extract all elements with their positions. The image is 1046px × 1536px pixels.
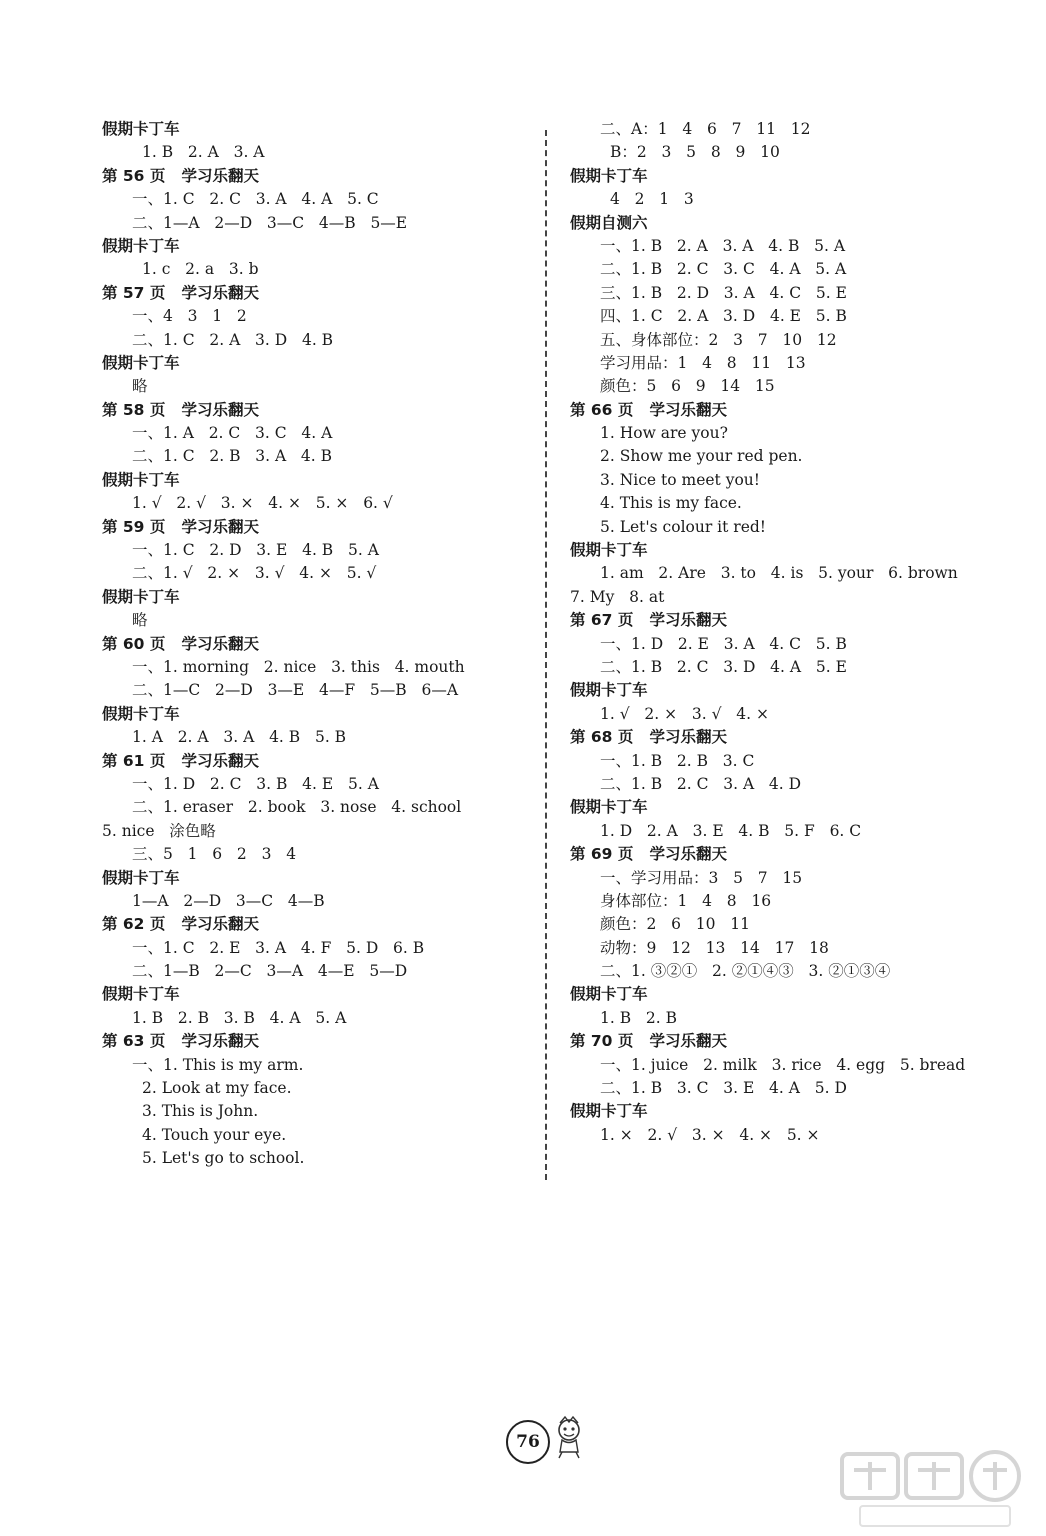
answer-line: 一、学习用品：3 5 7 15 <box>600 868 803 887</box>
answer-line: 一、1. D 2. E 3. A 4. C 5. B <box>600 634 847 653</box>
answer-line: 1—A 2—D 3—C 4—B <box>132 891 325 910</box>
section-heading: 假期卡丁车 <box>570 681 648 700</box>
answer-line: 一、1. B 2. B 3. C <box>600 751 755 770</box>
answer-line: 二、1—A 2—D 3—C 4—B 5—E <box>132 213 408 232</box>
answer-line: 5. Let's go to school. <box>142 1149 305 1168</box>
answer-line: 1. B 2. B 3. B 4. A 5. A <box>132 1008 347 1027</box>
answer-line: 1. A 2. A 3. A 4. B 5. B <box>132 728 347 747</box>
answer-line: 7. My 8. at <box>570 587 665 606</box>
answer-line: 1. am 2. Are 3. to 4. is 5. your 6. brown <box>600 564 958 583</box>
answer-line: 4. Touch your eye. <box>142 1125 287 1144</box>
answer-line: 4 2 1 3 <box>610 190 694 209</box>
section-heading: 第 67 页 学习乐翻天 <box>570 611 728 630</box>
section-heading: 假期卡丁车 <box>102 470 180 489</box>
answer-line: 动物：9 12 13 14 17 18 <box>600 938 829 957</box>
section-heading: 假期卡丁车 <box>570 985 648 1004</box>
answer-line: 一、1. A 2. C 3. C 4. A <box>132 424 333 443</box>
answer-line: B：2 3 5 8 9 10 <box>610 143 780 162</box>
answer-line: 二、1—C 2—D 3—E 4—F 5—B 6—A <box>132 681 459 700</box>
answer-line: 2. Look at my face. <box>142 1079 292 1098</box>
answer-line: 3. This is John. <box>142 1102 259 1121</box>
section-heading: 第 68 页 学习乐翻天 <box>570 728 728 747</box>
answer-line: 1. How are you? <box>600 424 728 443</box>
answer-line: 5. nice 涂色略 <box>102 821 216 840</box>
answer-line: 颜色：2 6 10 11 <box>600 915 751 934</box>
answer-line: 三、1. B 2. D 3. A 4. C 5. E <box>600 283 847 302</box>
answer-line: 二、1. B 2. C 3. C 4. A 5. A <box>600 260 847 279</box>
section-heading: 第 61 页 学习乐翻天 <box>102 751 260 770</box>
cartoon-mascot-icon <box>552 1414 586 1460</box>
answer-line: 二、1. √ 2. × 3. √ 4. × 5. √ <box>132 564 377 583</box>
section-heading: 第 63 页 学习乐翻天 <box>102 1032 260 1051</box>
section-heading: 假期卡丁车 <box>570 166 648 185</box>
answer-line: 二、1. B 2. C 3. D 4. A 5. E <box>600 657 847 676</box>
section-heading: 第 69 页 学习乐翻天 <box>570 845 728 864</box>
answer-line: 四、1. C 2. A 3. D 4. E 5. B <box>600 307 847 326</box>
column-divider <box>545 130 547 1180</box>
page-number: 76 <box>506 1420 550 1464</box>
answer-line: 一、1. juice 2. milk 3. rice 4. egg 5. bread <box>600 1055 966 1074</box>
section-heading: 假期卡丁车 <box>102 985 180 1004</box>
section-heading: 假期卡丁车 <box>102 120 180 138</box>
answer-line: 1. √ 2. × 3. √ 4. × <box>600 704 769 723</box>
answer-line: 3. Nice to meet you! <box>600 470 761 489</box>
answer-line: 略 <box>132 377 148 396</box>
answer-line: 4. This is my face. <box>600 494 742 513</box>
answer-line: 一、4 3 1 2 <box>132 307 247 326</box>
section-heading: 第 59 页 学习乐翻天 <box>102 517 260 536</box>
left-answer-column <box>92 118 532 1171</box>
answer-watermark-logo <box>840 1450 1030 1530</box>
answer-line: 一、1. D 2. C 3. B 4. E 5. A <box>132 774 379 793</box>
section-heading: 第 66 页 学习乐翻天 <box>570 400 728 419</box>
section-heading: 第 70 页 学习乐翻天 <box>570 1032 728 1051</box>
answer-line: 二、1—B 2—C 3—A 4—E 5—D <box>132 962 408 981</box>
section-heading: 假期卡丁车 <box>570 1102 648 1121</box>
answer-line: 二、1. B 2. C 3. A 4. D <box>600 774 802 793</box>
answer-line: 二、A：1 4 6 7 11 12 <box>600 120 811 138</box>
answer-line: 一、1. C 2. D 3. E 4. B 5. A <box>132 541 379 560</box>
section-heading: 假期卡丁车 <box>102 236 180 255</box>
answer-line: 一、1. C 2. E 3. A 4. F 5. D 6. B <box>132 938 425 957</box>
answer-line: 五、身体部位：2 3 7 10 12 <box>600 330 837 349</box>
answer-line: 一、1. B 2. A 3. A 4. B 5. A <box>600 236 846 255</box>
answer-line: 一、1. C 2. C 3. A 4. A 5. C <box>132 190 379 209</box>
answer-line: 一、1. This is my arm. <box>132 1055 304 1074</box>
section-heading: 假期卡丁车 <box>102 587 180 606</box>
section-heading: 假期卡丁车 <box>102 704 180 723</box>
answer-line: 1. B 2. B <box>600 1008 677 1027</box>
answer-line: 颜色：5 6 9 14 15 <box>600 377 775 396</box>
section-heading: 第 58 页 学习乐翻天 <box>102 400 260 419</box>
answer-line: 2. Show me your red pen. <box>600 447 803 466</box>
section-heading: 假期卡丁车 <box>102 353 180 372</box>
section-heading: 假期卡丁车 <box>102 868 180 887</box>
section-heading: 假期卡丁车 <box>570 541 648 560</box>
answer-line: 身体部位：1 4 8 16 <box>600 891 772 910</box>
right-answer-column <box>560 118 1010 1147</box>
answer-line: 二、1. C 2. A 3. D 4. B <box>132 330 334 349</box>
answer-line: 1. × 2. √ 3. × 4. × 5. × <box>600 1125 820 1144</box>
answer-line: 1. D 2. A 3. E 4. B 5. F 6. C <box>600 821 862 840</box>
answer-line: 二、1. B 3. C 3. E 4. A 5. D <box>600 1079 847 1098</box>
section-heading: 第 62 页 学习乐翻天 <box>102 915 260 934</box>
answer-line: 略 <box>132 611 148 630</box>
answer-line: 二、1. ③②① 2. ②①④③ 3. ②①③④ <box>600 962 891 981</box>
section-heading: 假期自测六 <box>570 213 648 232</box>
answer-line: 二、1. C 2. B 3. A 4. B <box>132 447 333 466</box>
section-heading: 第 57 页 学习乐翻天 <box>102 283 260 302</box>
answer-line: 学习用品：1 4 8 11 13 <box>600 353 806 372</box>
section-heading: 第 56 页 学习乐翻天 <box>102 166 260 185</box>
answer-line: 1. B 2. A 3. A <box>142 143 265 162</box>
answer-line: 三、5 1 6 2 3 4 <box>132 845 297 864</box>
answer-line: 1. c 2. a 3. b <box>142 260 259 279</box>
section-heading: 第 60 页 学习乐翻天 <box>102 634 260 653</box>
answer-line: 二、1. eraser 2. book 3. nose 4. school <box>132 798 462 817</box>
answer-line: 5. Let's colour it red! <box>600 517 767 536</box>
answer-line: 1. √ 2. √ 3. × 4. × 5. × 6. √ <box>132 494 393 513</box>
section-heading: 假期卡丁车 <box>570 798 648 817</box>
answer-line: 一、1. morning 2. nice 3. this 4. mouth <box>132 657 465 676</box>
